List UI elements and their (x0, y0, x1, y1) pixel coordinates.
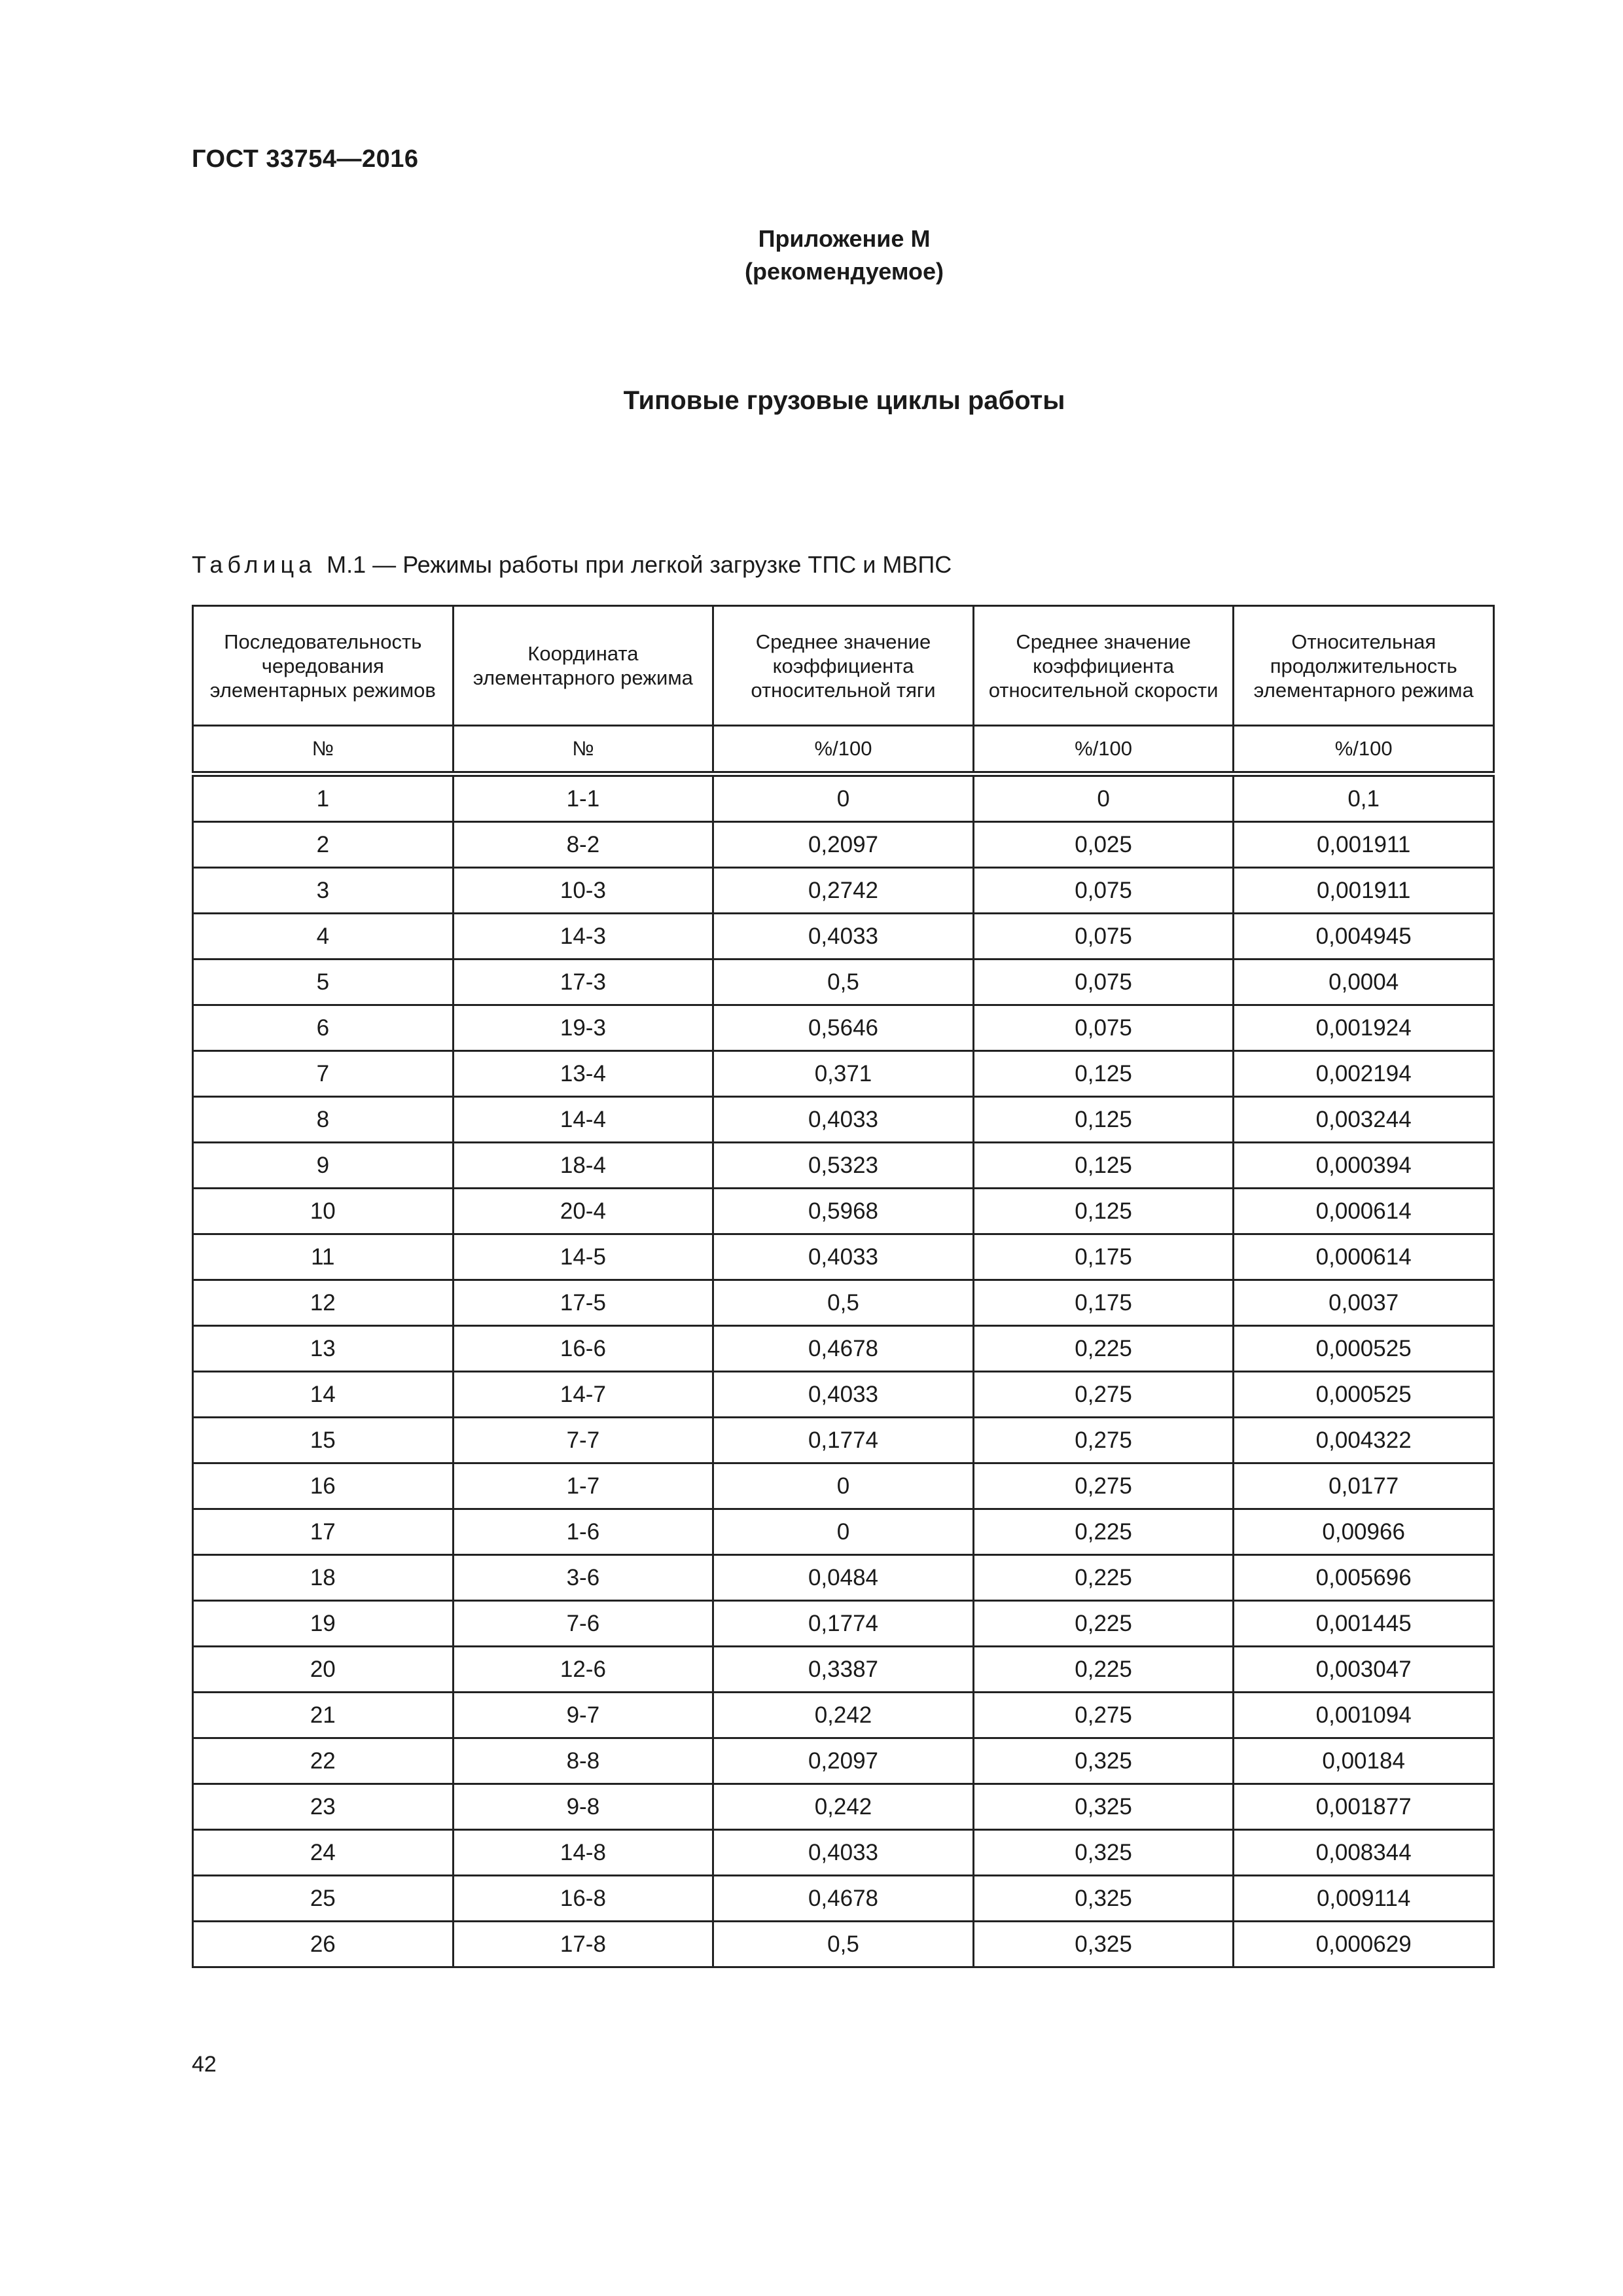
table-cell: 0,0484 (713, 1555, 974, 1601)
table-cell: 0,001924 (1234, 1005, 1494, 1051)
table-cell: 11 (193, 1234, 454, 1280)
table-cell: 0,075 (973, 914, 1234, 960)
table-cell: 0,325 (973, 1876, 1234, 1922)
table-cell: 8-8 (453, 1738, 713, 1784)
table-cell: 0,075 (973, 868, 1234, 914)
table-cell: 4 (193, 914, 454, 960)
table-cell: 0,242 (713, 1784, 974, 1830)
table-cell: 0,004322 (1234, 1418, 1494, 1463)
unit-cell: %/100 (713, 726, 974, 774)
table-body (193, 774, 1494, 1967)
table-row (193, 1280, 1494, 1326)
table-cell: 0,125 (973, 1097, 1234, 1143)
table-cell: 8 (193, 1097, 454, 1143)
table-cell: 9-7 (453, 1693, 713, 1738)
table-cell: 17 (193, 1509, 454, 1555)
table-cell: 9-8 (453, 1784, 713, 1830)
table-cell: 16 (193, 1463, 454, 1509)
table-cell: 23 (193, 1784, 454, 1830)
table-row (193, 1418, 1494, 1463)
table-row (193, 1051, 1494, 1097)
table-cell: 0,225 (973, 1601, 1234, 1647)
table-cell: 0,009114 (1234, 1876, 1494, 1922)
table-row (193, 1693, 1494, 1738)
document-code: ГОСТ 33754—2016 (192, 145, 419, 173)
table-cell: 26 (193, 1922, 454, 1967)
table-cell: 0,4033 (713, 1234, 974, 1280)
table-cell: 21 (193, 1693, 454, 1738)
table-cell: 5 (193, 960, 454, 1005)
table-cell: 0 (713, 1463, 974, 1509)
table-cell: 10-3 (453, 868, 713, 914)
table-row (193, 1326, 1494, 1372)
table-cell: 0,5968 (713, 1189, 974, 1234)
table-row (193, 822, 1494, 868)
table-cell: 0,275 (973, 1418, 1234, 1463)
table-units-row (193, 726, 1494, 774)
table-cell: 18-4 (453, 1143, 713, 1189)
table-cell: 0,025 (973, 822, 1234, 868)
table-cell: 20 (193, 1647, 454, 1693)
table-cell: 25 (193, 1876, 454, 1922)
table-cell: 19-3 (453, 1005, 713, 1051)
table-cell: 14-7 (453, 1372, 713, 1418)
table-cell: 0,008344 (1234, 1830, 1494, 1876)
table-cell: 10 (193, 1189, 454, 1234)
table-cell: 0,005696 (1234, 1555, 1494, 1601)
table-cell: 0,5 (713, 1922, 974, 1967)
table-cell: 0,075 (973, 960, 1234, 1005)
table-cell: 2 (193, 822, 454, 868)
table-cell: 0,371 (713, 1051, 974, 1097)
unit-cell: %/100 (973, 726, 1234, 774)
table-cell: 0,2097 (713, 822, 974, 868)
annex-title: Приложение М (758, 225, 931, 252)
section-title: Типовые грузовые циклы работы (623, 386, 1065, 415)
table-cell: 0,4033 (713, 914, 974, 960)
table-cell: 9 (193, 1143, 454, 1189)
table-cell: 20-4 (453, 1189, 713, 1234)
table-cell: 12-6 (453, 1647, 713, 1693)
table-cell: 0,275 (973, 1693, 1234, 1738)
table-row (193, 1189, 1494, 1234)
table-cell: 0,325 (973, 1830, 1234, 1876)
table-cell: 0,2097 (713, 1738, 974, 1784)
table-cell: 0,00184 (1234, 1738, 1494, 1784)
table-cell: 14-5 (453, 1234, 713, 1280)
table-cell: 17-3 (453, 960, 713, 1005)
table-cell: 0,225 (973, 1509, 1234, 1555)
table-row (193, 868, 1494, 914)
table-cell: 0,4033 (713, 1097, 974, 1143)
table-cell: 0 (713, 1509, 974, 1555)
table-cell: 0,0037 (1234, 1280, 1494, 1326)
table-cell: 0,4678 (713, 1876, 974, 1922)
table-cell: 0,125 (973, 1051, 1234, 1097)
table-cell: 19 (193, 1601, 454, 1647)
unit-cell: %/100 (1234, 726, 1494, 774)
table-cell: 3-6 (453, 1555, 713, 1601)
table-cell: 0,001911 (1234, 822, 1494, 868)
table-cell: 1-7 (453, 1463, 713, 1509)
table-cell: 16-8 (453, 1876, 713, 1922)
table-cell: 0,001877 (1234, 1784, 1494, 1830)
table-cell: 0,0004 (1234, 960, 1494, 1005)
column-header-duration: Относительная продолжительность элементарного режима (1234, 606, 1494, 726)
page-number: 42 (192, 2052, 217, 2077)
table-cell: 0,002194 (1234, 1051, 1494, 1097)
table-cell: 0,275 (973, 1372, 1234, 1418)
table-cell: 0,4678 (713, 1326, 974, 1372)
table-row (193, 1143, 1494, 1189)
table-row (193, 1372, 1494, 1418)
table-cell: 0 (973, 774, 1234, 822)
table-cell: 1-1 (453, 774, 713, 822)
table-cell: 22 (193, 1738, 454, 1784)
column-header-sequence: Последовательность чередования элементарных режимов (193, 606, 454, 726)
table-cell: 16-6 (453, 1326, 713, 1372)
table-header-row (193, 606, 1494, 726)
table-row (193, 1005, 1494, 1051)
table-caption-text: М.1 — Режимы работы при легкой загрузке ТПС и МВПС (327, 551, 952, 578)
table-cell: 1 (193, 774, 454, 822)
table-cell: 17-5 (453, 1280, 713, 1326)
table-cell: 0,125 (973, 1143, 1234, 1189)
table-row (193, 1234, 1494, 1280)
table-row (193, 1463, 1494, 1509)
table-cell: 14-8 (453, 1830, 713, 1876)
table-row (193, 914, 1494, 960)
table-cell: 0,275 (973, 1463, 1234, 1509)
table-row (193, 1784, 1494, 1830)
table-cell: 0,004945 (1234, 914, 1494, 960)
table-cell: 6 (193, 1005, 454, 1051)
table-cell: 7-6 (453, 1601, 713, 1647)
table-cell: 0,003047 (1234, 1647, 1494, 1693)
table-cell: 12 (193, 1280, 454, 1326)
table-caption-lead: Таблица (192, 551, 317, 578)
table-cell: 0,175 (973, 1234, 1234, 1280)
table-cell: 0,001445 (1234, 1601, 1494, 1647)
table-cell: 0,225 (973, 1326, 1234, 1372)
table-cell: 0,00966 (1234, 1509, 1494, 1555)
table-cell: 0,325 (973, 1922, 1234, 1967)
table-row (193, 1509, 1494, 1555)
table-row (193, 1876, 1494, 1922)
annex-status: (рекомендуемое) (745, 258, 944, 285)
table-cell: 0,001911 (1234, 868, 1494, 914)
table-cell: 0,3387 (713, 1647, 974, 1693)
table-cell: 17-8 (453, 1922, 713, 1967)
table-cell: 0,325 (973, 1738, 1234, 1784)
table-cell: 0,2742 (713, 868, 974, 914)
table-cell: 0,003244 (1234, 1097, 1494, 1143)
table-cell: 0,4033 (713, 1372, 974, 1418)
table-cell: 0,242 (713, 1693, 974, 1738)
table-cell: 0,000614 (1234, 1189, 1494, 1234)
table-cell: 3 (193, 868, 454, 914)
annex-heading (0, 223, 1623, 288)
table-row (193, 1830, 1494, 1876)
table-cell: 13 (193, 1326, 454, 1372)
table-row (193, 1738, 1494, 1784)
table-cell: 0,325 (973, 1784, 1234, 1830)
table-cell: 0,4033 (713, 1830, 974, 1876)
table-cell: 0,175 (973, 1280, 1234, 1326)
table-cell: 0,225 (973, 1555, 1234, 1601)
table-cell: 0,5 (713, 1280, 974, 1326)
table-cell: 0,001094 (1234, 1693, 1494, 1738)
column-header-traction: Среднее значение коэффициента относительной тяги (713, 606, 974, 726)
table-cell: 7-7 (453, 1418, 713, 1463)
table-cell: 0,000629 (1234, 1922, 1494, 1967)
table-cell: 1-6 (453, 1509, 713, 1555)
table-cell: 7 (193, 1051, 454, 1097)
table-cell: 0,1774 (713, 1418, 974, 1463)
table-cell: 14-3 (453, 914, 713, 960)
unit-cell: № (453, 726, 713, 774)
column-header-coordinate: Координата элементарного режима (453, 606, 713, 726)
table-row (193, 1555, 1494, 1601)
table-row (193, 960, 1494, 1005)
table-row (193, 1922, 1494, 1967)
table-cell: 0,1 (1234, 774, 1494, 822)
table-cell: 0,5646 (713, 1005, 974, 1051)
table-cell: 15 (193, 1418, 454, 1463)
table-caption (192, 551, 952, 579)
table-cell: 0,1774 (713, 1601, 974, 1647)
table-cell: 0,0177 (1234, 1463, 1494, 1509)
table-row (193, 1097, 1494, 1143)
table-cell: 0,000394 (1234, 1143, 1494, 1189)
table-cell: 0,5 (713, 960, 974, 1005)
table-cell: 0,125 (973, 1189, 1234, 1234)
table-cell: 14 (193, 1372, 454, 1418)
unit-cell: № (193, 726, 454, 774)
table-cell: 13-4 (453, 1051, 713, 1097)
table-cell: 0,225 (973, 1647, 1234, 1693)
table-row (193, 1601, 1494, 1647)
table-cell: 18 (193, 1555, 454, 1601)
column-header-speed: Среднее значение коэффициента относительной скорости (973, 606, 1234, 726)
table-cell: 0,000525 (1234, 1372, 1494, 1418)
modes-table (192, 605, 1495, 1968)
table-cell: 0,5323 (713, 1143, 974, 1189)
table-cell: 0,000614 (1234, 1234, 1494, 1280)
table-cell: 0,075 (973, 1005, 1234, 1051)
table-cell: 14-4 (453, 1097, 713, 1143)
table-cell: 24 (193, 1830, 454, 1876)
table-row (193, 774, 1494, 822)
table-cell: 0 (713, 774, 974, 822)
table-row (193, 1647, 1494, 1693)
table-cell: 0,000525 (1234, 1326, 1494, 1372)
table-cell: 8-2 (453, 822, 713, 868)
